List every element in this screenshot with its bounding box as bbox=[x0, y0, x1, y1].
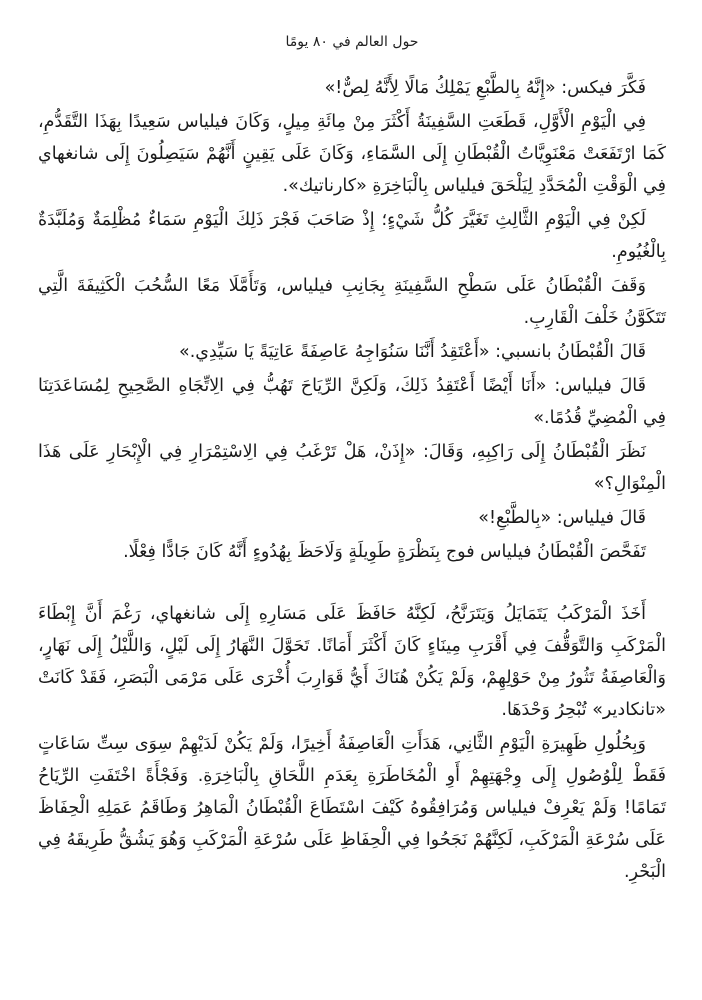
dialogue-line: قَالَ فيلياس: «بِالطَّبْعِ!» bbox=[478, 508, 646, 528]
paragraph: لَكِنْ فِي الْيَوْمِ الثَّالِثِ تَغَيَّرَ كُلُّ شَيْءٍ؛ إِذْ صَاحَبَ فَجْرَ ذَلِكَ الْيَوْمِ سَمَاءٌ مُظْلِمَةٌ وَمُلَبَّدَةٌ بِالْغُيُومِ. bbox=[38, 210, 666, 262]
running-header: حول العالم في ٨٠ يومًا bbox=[285, 34, 419, 50]
dialogue-line: نَظَرَ الْقُبْطَانُ إِلَى رَاكِبِهِ، وَقَالَ: «إِذَنْ، هَلْ تَرْغَبُ فِي الِاسْتِمْرَارِ فِي الْإِبْحَارِ عَلَى هَذَا الْمِنْوَالِ؟» bbox=[38, 442, 666, 494]
section-break bbox=[38, 570, 666, 598]
section-two bbox=[38, 598, 666, 888]
paragraph: وَقَفَ الْقُبْطَانُ عَلَى سَطْحِ السَّفِينَةِ بِجَانِبِ فيلياس، وَتَأَمَّلَا مَعًا السُّحُبَ الْكَثِيفَةَ الَّتِي تَتَكَوَّنُ خَلْفَ الْقَارِبِ. bbox=[38, 276, 666, 328]
paragraph: تَفَحَّصَ الْقُبْطَانُ فيلياس فوج بِنَظْرَةٍ طَوِيلَةٍ وَلَاحَظَ بِهُدُوءٍ أَنَّهُ كَانَ جَادًّا فِعْلًا. bbox=[123, 542, 646, 562]
section-one bbox=[38, 72, 666, 568]
paragraph: فِي الْيَوْمِ الْأَوَّلِ، قَطَعَتِ السَّفِينَةُ أَكْثَرَ مِنْ مِائَةِ مِيلٍ، وَكَانَ فيلياس سَعِيدًا بِهَذَا التَّقَدُّمِ، كَمَا ارْتَفَعَتْ مَعْنَوِيَّاتُ الْقُبْطَانِ إِلَى السَّمَاءِ، وَكَانَ عَلَى يَقِينٍ أَنَّهُمْ سَيَصِلُونَ إِلَى شانغهاي فِي الْوَقْتِ الْمُحَدَّدِ لِيَلْحَقَ فيلياس بِالْبَاخِرَةِ «كارناتيك». bbox=[38, 112, 666, 196]
dialogue-line: قَالَ الْقُبْطَانُ بانسبي: «أَعْتَقِدُ أَنَّنَا سَنُوَاجِهُ عَاصِفَةً عَاتِيَةً يَا سَيِّدِي.» bbox=[179, 342, 646, 362]
dialogue-line: قَالَ فيلياس: «أَنَا أَيْضًا أَعْتَقِدُ ذَلِكَ، وَلَكِنَّ الرِّيَاحَ تَهُبُّ فِي الِاتِّجَاهِ الصَّحِيحِ لِمُسَاعَدَتِنَا فِي الْمُضِيِّ قُدُمًا.» bbox=[38, 376, 666, 428]
paragraph: أَخَذَ الْمَرْكَبُ يَتَمَايَلُ وَيَتَرَنَّحُ، لَكِنَّهُ حَافَظَ عَلَى مَسَارِهِ إِلَى شانغهاي، رَغْمَ أَنَّ إِبْطَاءَ الْمَرْكَبِ وَالتَّوَقُّفَ فِي أَقْرَبِ مِينَاءٍ كَانَ أَكْثَرَ أَمَانًا. تَحَوَّلَ النَّهَارُ إِلَى لَيْلٍ، وَاللَّيْلُ إِلَى نَهَارٍ، وَالْعَاصِفَةُ تَثُورُ مِنْ حَوْلِهِمْ، وَلَمْ يَكُنْ هُنَاكَ أَيُّ قَوَارِبَ أُخْرَى عَلَى مَرْمَى الْبَصَرِ، فَقَدْ كَانَتْ «تانكادير» تُبْحِرُ وَحْدَهَا. bbox=[38, 604, 666, 720]
paragraph: وَبِحُلُولِ ظَهِيرَةِ الْيَوْمِ الثَّانِي، هَدَأَتِ الْعَاصِفَةُ أَخِيرًا، وَلَمْ يَكُنْ لَدَيْهِمْ سِوَى سِتِّ سَاعَاتٍ فَقَطْ لِلْوُصُولِ إِلَى وِجْهَتِهِمْ أَوِ الْمُخَاطَرَةِ بِعَدَمِ اللَّحَاقِ بِالْبَاخِرَةِ. وَفَجْأَةً اخْتَفَتِ الرِّيَاحُ تَمَامًا! وَلَمْ يَعْرِفْ فيلياس وَمُرَافِقُوهُ كَيْفَ اسْتَطَاعَ الْقُبْطَانُ الْمَاهِرُ وَطَاقَمُ عَمَلِهِ الْحِفَاظَ عَلَى سُرْعَةِ الْمَرْكَبِ، لَكِنَّهُمْ نَجَحُوا فِي الْحِفَاظِ عَلَى سُرْعَةِ الْمَرْكَبِ وَهُوَ يَشُقُّ طَرِيقَهُ فِي الْبَحْرِ. bbox=[38, 734, 666, 882]
paragraph: فَكَّرَ فيكس: «إِنَّهُ بِالطَّبْعِ يَمْلِكُ مَالًا لِأَنَّهُ لِصٌّ!» bbox=[324, 78, 646, 98]
